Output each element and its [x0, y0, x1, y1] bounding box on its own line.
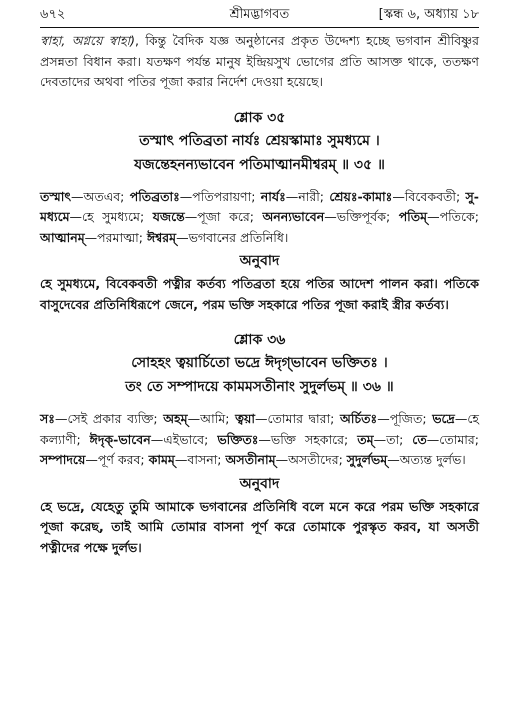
synonym-word: ঈদৃক্-ভাবেন	[89, 431, 151, 447]
synonym-meaning: বিবেকবতী;	[404, 188, 466, 204]
verse-36-line-1: সোহহং ত্বয়ার্চিতো ভদ্রে ঈদৃগ্‌ভাবেন ভক্তিতঃ ।	[131, 355, 388, 371]
synonym-word: তস্মাৎ	[40, 188, 72, 204]
verse-35-synonyms: তস্মাৎ—অতএব; পতিব্রতাঃ—পতিপরায়ণা; নার্যঃ—নারী; শ্রেয়ঃ-কামাঃ—বিবেকবতী; সু-মধ্যমে—হে সুমধ্যমে; যজন্তে—পূজা করে; অনন্যভাবেন—ভক্তিপূর্বক; পতিম্—পতিকে; আত্মানম্—পরমাত্মা; ঈশ্বরম্—ভগবানের প্রতিনিধি।	[40, 188, 479, 245]
synonym-word: সু-মধ্যমে	[40, 188, 479, 224]
synonym-word: তে	[412, 431, 427, 447]
synonym-meaning: সেই প্রকার ব্যক্তি;	[67, 411, 164, 426]
synonym-word: সম্পাদয়ে	[40, 452, 86, 467]
synonym-meaning: এইভাবে;	[163, 431, 218, 447]
intro-italic: স্বাহা, অগ্নয়ে স্বাহা)	[40, 33, 136, 48]
synonym-meaning: হে সুমধ্যমে;	[82, 209, 153, 224]
synonym-word: ভদ্রে	[432, 411, 455, 426]
synonym-meaning: ভক্তিপূর্বক;	[336, 209, 399, 224]
synonym-word: ঈশ্বরম্	[146, 229, 177, 245]
verse-35-heading: শ্লোক ৩৫	[233, 109, 286, 126]
synonym-word: ভক্তিতঃ	[217, 431, 259, 447]
synonym-word: কামম্	[148, 452, 175, 467]
verse-36-translation: হে ভদ্রে, যেহেতু তুমি আমাকে ভগবানের প্রতিনিধি বলে মনে করে পরম ভক্তি সহকারে পূজা করেছ, তাই আমি তোমার বাসনা পূর্ণ করে তোমাকে পুরস্কৃত করব, যা অসতী পত্নীদের পক্ষে দুর্লভ।	[40, 498, 479, 555]
intro-paragraph	[40, 31, 479, 93]
synonym-meaning: পূজা করে;	[197, 209, 263, 224]
synonym-word: পতিম্	[398, 209, 428, 224]
synonym-meaning: পতিকে;	[439, 209, 479, 224]
synonym-meaning: পূর্ণ করব;	[97, 452, 149, 467]
synonym-meaning: পূজিত;	[389, 411, 433, 426]
synonym-meaning: পতিপরায়ণা;	[192, 188, 261, 204]
synonym-word: অনন্যভাবেন	[262, 209, 325, 224]
synonym-meaning: তোমার দ্বারা;	[267, 411, 341, 426]
synonym-meaning: ভগবানের প্রতিনিধি।	[188, 229, 289, 245]
synonym-word: অসতীনাম্	[225, 452, 276, 467]
verse-35-line-2: যজন্তেহনন্যভাবেন পতিমাত্মানমীশ্বরম্ ॥ ৩৫ ॥	[134, 156, 385, 173]
page-header	[40, 5, 479, 27]
synonym-meaning: অতএব;	[83, 188, 130, 204]
synonym-meaning: ভক্তি সহকারে;	[270, 431, 358, 447]
synonym-word: আত্মানম্	[40, 229, 85, 245]
verse-36-synonyms: সঃ—সেই প্রকার ব্যক্তি; অহম্—আমি; ত্বয়া—তোমার দ্বারা; অর্চিতঃ—পূজিত; ভদ্রে—হে কল্যাণী; ঈদৃক্-ভাবেন—এইভাবে; ভক্তিতঃ—ভক্তি সহকারে; তম্—তা; তে—তোমার; সম্পাদয়ে—পূর্ণ করব; কামম্—বাসনা; অসতীনাম্—অসতীদের; সুদুর্লভম্—অত্যন্ত দুর্লভ।	[40, 411, 479, 467]
synonym-meaning: অসতীদের;	[288, 452, 347, 467]
synonym-word: অহম্	[163, 411, 188, 426]
page-body	[40, 31, 479, 558]
synonym-meaning: নারী;	[298, 188, 330, 204]
synonym-meaning: তা;	[386, 431, 413, 447]
intro-text: , কিন্তু বৈদিক যজ্ঞ অনুষ্ঠানের প্রকৃত উদ্দেশ্য হচ্ছে ভগবান শ্রীবিষ্ণুর প্রসন্নতা বিধান করা। যতক্ষণ পর্যন্ত মানুষ ইন্দ্রিয়সুখ ভোগের প্রতি আসক্ত থাকে, ততক্ষণ দেবতাদের অথবা পতির পূজা করার নির্দেশ দেওয়া হয়েছে।	[40, 33, 479, 89]
synonym-word: তম্	[357, 431, 374, 447]
synonym-meaning: হে কল্যাণী;	[40, 411, 479, 447]
synonym-meaning: তোমার;	[439, 431, 479, 447]
verse-35-anuvad-heading: অনুবাদ	[239, 253, 280, 269]
synonym-word: পতিব্রতাঃ	[129, 188, 180, 204]
synonym-meaning: অত্যন্ত দুর্লভ।	[399, 452, 466, 467]
verse-36-anuvad-heading: অনুবাদ	[239, 475, 280, 492]
synonym-meaning: আমি;	[200, 411, 236, 426]
synonym-word: সুদুর্লভম্	[346, 452, 388, 467]
verse-36-line-2: তং তে সম্পাদয়ে কামমসতীনাং সুদুর্লভম্ ॥ ৩৬ ॥	[125, 379, 394, 395]
synonym-word: সঃ	[40, 411, 55, 426]
synonym-word: ত্বয়া	[235, 411, 255, 426]
synonym-word: নার্যঃ	[260, 188, 286, 204]
verse-35-line-1: তস্মাৎ পতিব্রতা নার্যঃ শ্রেয়স্কামাঃ সুমধ্যমে ।	[139, 132, 380, 149]
book-title: শ্রীমদ্ভাগবত	[229, 7, 290, 22]
verse-36-heading: শ্লোক ৩৬	[233, 332, 286, 348]
page-number: ৬৭২	[40, 7, 66, 22]
synonym-meaning: বাসনা;	[187, 452, 226, 467]
header-rule	[40, 27, 479, 28]
verse-35-translation: হে সুমধ্যমে, বিবেকবতী পত্নীর কর্তব্য পতিব্রতা হয়ে পতির আদেশ পালন করা। পতিকে বাসুদেবের প্রতিনিধিরূপে জেনে, পরম ভক্তি সহকারে পতির পূজা করাই স্ত্রীর কর্তব্য।	[40, 276, 479, 312]
synonym-word: শ্রেয়ঃ-কামাঃ	[329, 188, 393, 204]
synonym-meaning: পরমাত্মা;	[97, 229, 147, 245]
section-label: [স্কন্ধ ৬, অধ্যায় ১৮	[378, 7, 479, 22]
synonym-word: অর্চিতঃ	[340, 411, 378, 426]
synonym-word: যজন্তে	[152, 209, 185, 224]
